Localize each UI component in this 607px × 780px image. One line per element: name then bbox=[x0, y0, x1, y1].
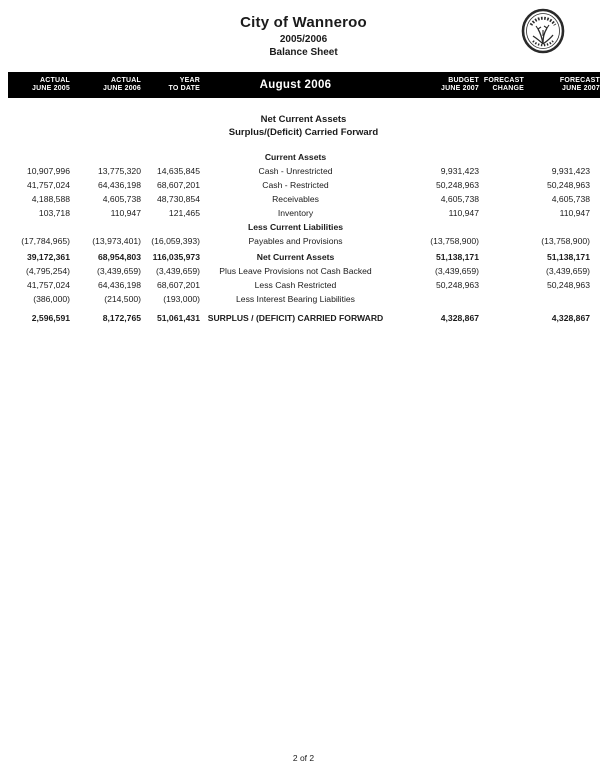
report-period: August 2006 bbox=[259, 79, 332, 91]
table-row-plus-leave-provisions bbox=[8, 264, 600, 278]
row-label: Less Cash Restricted bbox=[254, 280, 337, 290]
cell-forecast-june-2007: 51,138,171 bbox=[546, 252, 590, 262]
section-titles bbox=[0, 113, 607, 139]
row-label: Less Interest Bearing Liabilities bbox=[236, 294, 355, 304]
section-title-surplus-carried-forward: Surplus/(Deficit) Carried Forward bbox=[228, 127, 379, 138]
table-header-bar bbox=[8, 72, 600, 98]
table-row-cash-unrestricted bbox=[8, 164, 600, 178]
cell-forecast-june-2007: 50,248,963 bbox=[546, 180, 590, 190]
cell-budget-june-2007: 51,138,171 bbox=[435, 252, 479, 262]
cell-year-to-date: 68,607,201 bbox=[156, 180, 200, 190]
table-row-less-cash-restricted bbox=[8, 278, 600, 292]
cell-year-to-date: 51,061,431 bbox=[156, 313, 200, 323]
col-header-budget-june-2007: BUDGET JUNE 2007 bbox=[441, 76, 479, 92]
cell-year-to-date: 121,465 bbox=[168, 208, 200, 218]
row-label: Receivables bbox=[272, 194, 319, 204]
cell-year-to-date: (3,439,659) bbox=[156, 266, 200, 276]
row-label: Current Assets bbox=[264, 152, 327, 162]
cell-budget-june-2007: 50,248,963 bbox=[435, 180, 479, 190]
cell-actual-june-2005: (386,000) bbox=[33, 294, 70, 304]
cell-budget-june-2007: 9,931,423 bbox=[440, 166, 479, 176]
page-number: 2 of 2 bbox=[292, 753, 315, 763]
cell-budget-june-2007: 110,947 bbox=[448, 208, 479, 218]
cell-actual-june-2006: 8,172,765 bbox=[102, 313, 141, 323]
cell-budget-june-2007: (13,758,900) bbox=[430, 236, 479, 246]
cell-actual-june-2005: 41,757,024 bbox=[26, 280, 70, 290]
table-row-less-current-liabilities bbox=[8, 220, 600, 234]
table-row-surplus-carried-forward bbox=[8, 311, 600, 325]
table-row-current-assets bbox=[8, 150, 600, 164]
cell-year-to-date: 14,635,845 bbox=[156, 166, 200, 176]
cell-year-to-date: (193,000) bbox=[163, 294, 200, 304]
cell-forecast-june-2007: (3,439,659) bbox=[546, 266, 590, 276]
cell-actual-june-2006: 64,436,198 bbox=[97, 280, 141, 290]
cell-budget-june-2007: 4,328,867 bbox=[440, 313, 479, 323]
row-label: Inventory bbox=[277, 208, 314, 218]
section-title-net-current-assets: Net Current Assets bbox=[260, 114, 347, 125]
cell-actual-june-2005: 4,188,588 bbox=[31, 194, 70, 204]
cell-year-to-date: (16,059,393) bbox=[151, 236, 200, 246]
cell-budget-june-2007: (3,439,659) bbox=[435, 266, 479, 276]
cell-year-to-date: 68,607,201 bbox=[156, 280, 200, 290]
cell-forecast-june-2007: 9,931,423 bbox=[551, 166, 590, 176]
cell-actual-june-2005: (17,784,965) bbox=[21, 236, 70, 246]
cell-actual-june-2005: (4,795,254) bbox=[26, 266, 70, 276]
cell-actual-june-2006: 68,954,803 bbox=[97, 252, 141, 262]
cell-budget-june-2007: 50,248,963 bbox=[435, 280, 479, 290]
table-row-receivables bbox=[8, 192, 600, 206]
col-header-forecast-june-2007: FORECAST JUNE 2007 bbox=[559, 76, 600, 92]
table-row-inventory bbox=[8, 206, 600, 220]
cell-actual-june-2006: 13,775,320 bbox=[97, 166, 141, 176]
row-label: Plus Leave Provisions not Cash Backed bbox=[219, 266, 372, 276]
row-label: SURPLUS / (DEFICIT) CARRIED FORWARD bbox=[207, 313, 384, 323]
cell-year-to-date: 48,730,854 bbox=[156, 194, 200, 204]
table-row-net-current-assets bbox=[8, 250, 600, 264]
page-title: City of Wanneroo bbox=[240, 14, 367, 31]
cell-actual-june-2006: 110,947 bbox=[110, 208, 141, 218]
balance-table bbox=[8, 150, 600, 325]
document-type: Balance Sheet bbox=[269, 47, 338, 58]
col-header-actual-june-2005: ACTUAL JUNE 2005 bbox=[32, 76, 70, 92]
row-label: Net Current Assets bbox=[256, 252, 335, 262]
row-label: Cash - Restricted bbox=[262, 180, 329, 190]
cell-actual-june-2005: 103,718 bbox=[38, 208, 70, 218]
cell-forecast-june-2007: 4,328,867 bbox=[551, 313, 590, 323]
title-block bbox=[0, 14, 607, 58]
table-row-less-interest-bearing-liabilities bbox=[8, 292, 600, 306]
cell-actual-june-2006: (3,439,659) bbox=[97, 266, 141, 276]
col-header-forecast-change: FORECAST CHANGE bbox=[483, 76, 524, 92]
cell-actual-june-2005: 2,596,591 bbox=[31, 313, 70, 323]
row-label: Payables and Provisions bbox=[248, 236, 343, 246]
cell-actual-june-2006: (13,973,401) bbox=[92, 236, 141, 246]
cell-forecast-june-2007: (13,758,900) bbox=[541, 236, 590, 246]
row-label: Less Current Liabilities bbox=[247, 222, 344, 232]
cell-actual-june-2006: 64,436,198 bbox=[97, 180, 141, 190]
table-row-payables-provisions bbox=[8, 234, 600, 248]
table-row-cash-restricted bbox=[8, 178, 600, 192]
cell-actual-june-2006: (214,500) bbox=[104, 294, 141, 304]
cell-forecast-june-2007: 4,605,738 bbox=[551, 194, 590, 204]
cell-year-to-date: 116,035,973 bbox=[152, 252, 200, 262]
cell-forecast-june-2007: 50,248,963 bbox=[546, 280, 590, 290]
city-of-wanneroo-seal-icon bbox=[521, 8, 565, 55]
row-label: Cash - Unrestricted bbox=[258, 166, 333, 176]
col-header-actual-june-2006: ACTUAL JUNE 2006 bbox=[103, 76, 141, 92]
cell-forecast-june-2007: 110,947 bbox=[559, 208, 590, 218]
cell-actual-june-2005: 39,172,361 bbox=[26, 252, 70, 262]
cell-actual-june-2005: 10,907,996 bbox=[26, 166, 70, 176]
cell-actual-june-2006: 4,605,738 bbox=[102, 194, 141, 204]
fiscal-year: 2005/2006 bbox=[279, 34, 328, 45]
cell-actual-june-2005: 41,757,024 bbox=[26, 180, 70, 190]
cell-budget-june-2007: 4,605,738 bbox=[440, 194, 479, 204]
col-header-year-to-date: YEAR TO DATE bbox=[168, 76, 200, 92]
